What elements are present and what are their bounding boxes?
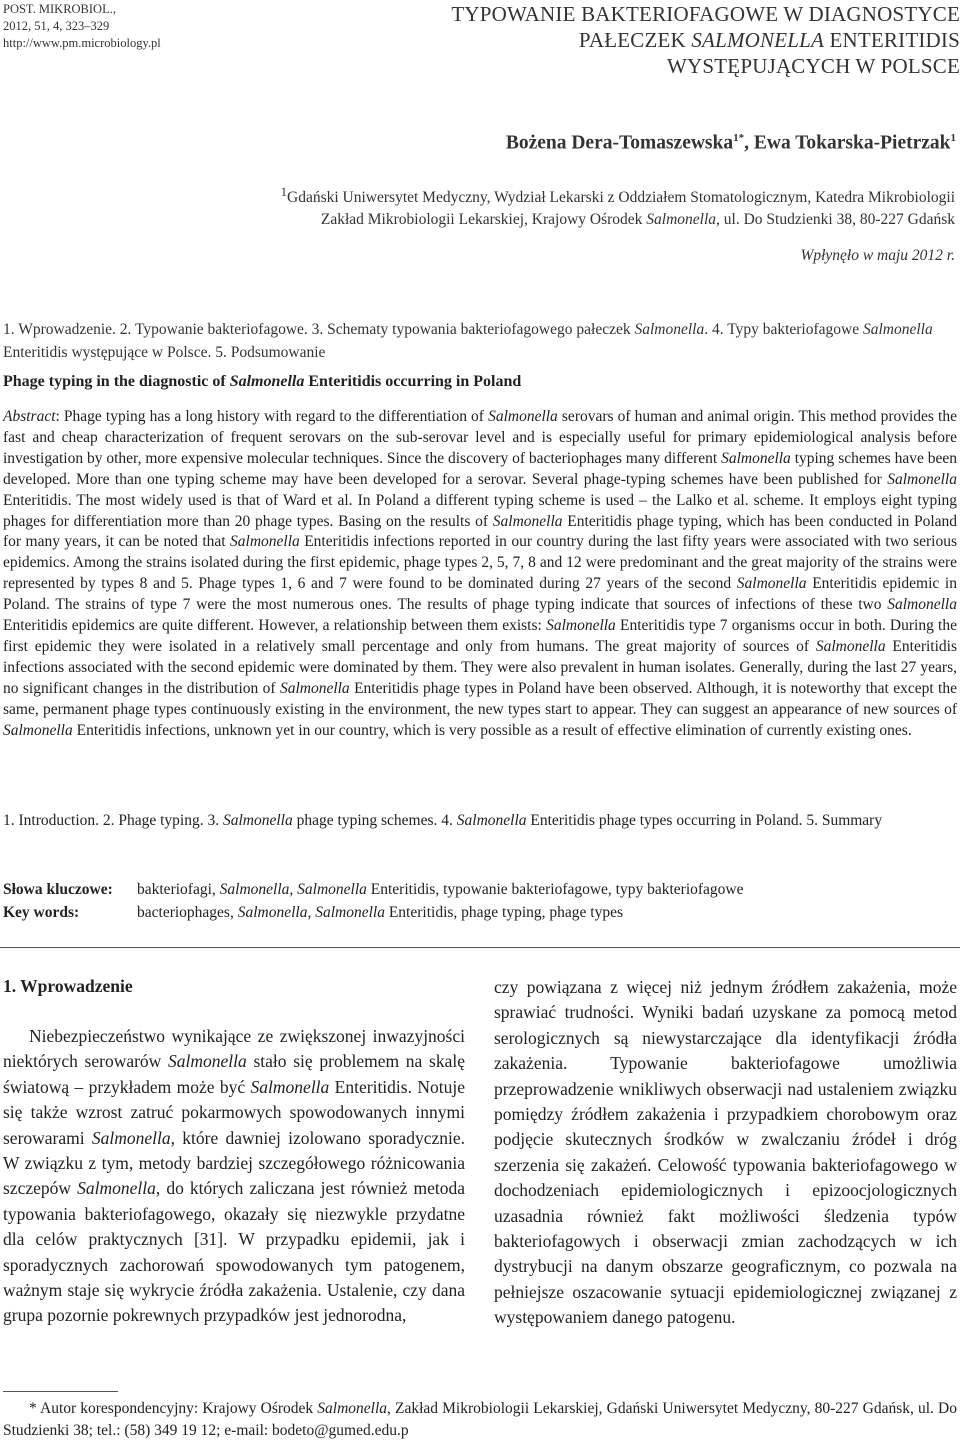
author-2: Ewa Tokarska-Pietrzak xyxy=(753,132,951,154)
toc-genus: Salmonella xyxy=(634,321,705,338)
keyword-genus: Salmonella xyxy=(219,881,290,898)
abstract-text: typing schemes have been developed. More than one typing scheme may have been developed for a serovar. Several phage-typing schemes have been published for xyxy=(3,449,958,488)
abstract-genus: Salmonella xyxy=(492,512,563,530)
abstract-genus: Salmonella xyxy=(230,533,300,551)
toc-text: Enteritidis występujące w Polsce. 5. Podsumowanie xyxy=(3,344,326,361)
section-heading: 1. Wprowadzenie xyxy=(3,976,133,996)
abstract-text: Enteritidis epidemics are quite different. However, a relationship between them exists: xyxy=(3,617,547,635)
toc-en-genus: Salmonella xyxy=(223,812,293,829)
keyword-text: bacteriophages, xyxy=(137,904,238,921)
author-2-affil-sup: 1 xyxy=(950,132,956,144)
affiliation xyxy=(200,181,955,231)
en-title-text: Phage typing in the diagnostic of xyxy=(3,373,230,390)
affiliation-line-1 xyxy=(200,181,955,209)
abstract-genus: Salmonella xyxy=(887,470,957,488)
body-text: Niebezpieczeństwo wynikające ze zwiększonej inwazyjności niektórych serowarów xyxy=(3,1026,465,1072)
affiliation-text: Gdański Uniwersytet Medyczny, Wydział Lekarski z Oddziałem Stomatologicznym, Katedra Mikrobiologii xyxy=(287,189,955,207)
keyword-genus: Salmonella xyxy=(297,881,367,898)
abstract-genus: Salmonella xyxy=(3,721,73,739)
abstract-genus: Salmonella xyxy=(546,617,616,635)
abstract-text: Enteritidis epidemic in Poland. The strains of type 7 were the most numerous ones. The results of phage typing indicate that sources of infections of these two xyxy=(3,575,957,614)
toc-text: . 4. Typy bakteriofagowe xyxy=(704,321,863,338)
abstract-text: serovars of human and animal origin. This method provides the fast and cheap characterization of frequent serovars on the sub-serovar level and is especially useful for primary epidemiological analysis before investigation by other, more expensive molecular techniques. Since the discovery of bacteriophages many different xyxy=(3,408,957,467)
keyword-text: Enteritidis, phage typing, phage types xyxy=(384,904,624,921)
keyword-text: , xyxy=(307,904,316,921)
abstract-genus: Salmonella xyxy=(279,679,350,697)
toc-en-genus: Salmonella xyxy=(456,812,527,829)
abstract-genus: Salmonella xyxy=(721,449,791,467)
abstract-text: Enteritidis phage types in Poland have been observed. Although, it is noteworthy that except the same, permanent phage types continuously existing in the environment, the new types start to appear. They can suggest an appearance of new sources of xyxy=(3,679,957,718)
affiliation-line-2 xyxy=(200,209,955,231)
author-1: Bożena Dera-Tomaszewska xyxy=(505,132,734,154)
abstract-text: : Phage typing has a long history with regard to the differentiation of xyxy=(55,408,489,425)
keywords-en-label: Key words: xyxy=(3,904,80,921)
keywords xyxy=(3,878,744,924)
title-text: PAŁECZEK xyxy=(578,28,692,52)
sup-number: 1 xyxy=(733,132,739,144)
contents-en xyxy=(3,810,957,832)
abstract-text: Enteritidis infections, unknown yet in our country, which is very possible as a result of effective elimination of currently existing ones. xyxy=(72,721,912,739)
body-text: Enteritidis. Notuje się także wzrost zatruć pokarmowych spowodowanych innymi serowarami xyxy=(3,1076,465,1148)
footnote xyxy=(3,1398,957,1442)
keyword-genus: Salmonella xyxy=(237,904,308,921)
author-1-affil-sup xyxy=(733,132,744,144)
toc-en-text: phage typing schemes. 4. xyxy=(292,812,457,829)
journal-url[interactable]: http://www.pm.microbiology.pl xyxy=(3,36,161,50)
abstract-genus: Salmonella xyxy=(488,408,558,425)
title-genus: SALMONELLA xyxy=(691,28,825,52)
body-genus: Salmonella xyxy=(168,1051,247,1072)
abstract-text: Enteritidis type 7 organisms occur in both. During the first epidemic they were isolated in a relatively small percentage and only from humans. The great majority of sources of xyxy=(3,617,957,655)
toc-genus: Salmonella xyxy=(862,321,933,338)
keywords-en xyxy=(3,901,744,924)
keyword-text: Enteritidis, typowanie bakteriofagowe, typy bakteriofagowe xyxy=(366,881,744,898)
english-title xyxy=(3,373,521,391)
article-title xyxy=(330,1,960,79)
body-column-left xyxy=(3,1024,465,1329)
footnote-text: * Autor korespondencyjny: Krajowy Ośrodek xyxy=(29,1400,318,1417)
journal-name: POST. MIKROBIOL., xyxy=(3,2,116,16)
keyword-text: , xyxy=(289,881,298,898)
received-date: Wpłynęło w maju 2012 r. xyxy=(800,247,955,264)
abstract-text: Enteritidis infections reported in our country during the last fifty years were associated with two serious epidemics. Among the strains isolated during the first epidemic, phage types 2, 5, 7, 8 and 12 were predominant and the great majority of the strains were represented by types 8 and 5. Phage types 1, 6 and 7 were found to be dominated during 27 years of the second xyxy=(3,533,957,593)
affiliation-text: , ul. Do Studzienki 38, 80-227 Gdańsk xyxy=(716,211,955,229)
abstract-label: Abstract xyxy=(3,408,56,425)
contents-pl xyxy=(3,318,957,364)
toc-en-text: 1. Introduction. 2. Phage typing. 3. xyxy=(3,812,223,829)
body-text: stało się problemem na skalę światową – przykładem może być xyxy=(3,1051,465,1097)
journal-volume: 2012, 51, 4, 323–329 xyxy=(3,19,110,33)
footnote-genus: Salmonella xyxy=(317,1400,388,1417)
title-text: ENTERITIDIS xyxy=(824,28,960,52)
body-text: , do których zaliczana jest również metoda typowania bakteriofagowego, okazały się niezwykle przydatne dla celów praktycznych [31]. W przypadku epidemii, jak i sporadycznych zachorowań spowodowanych tym patogenem, ważnym staje się wykrycie źródła zakażenia. Ustalenie, czy dana grupa pozornie pokrewnych przypadków jest jednorodna, xyxy=(3,1178,465,1326)
abstract-text: Enteritidis infections associated with the second epidemic were dominated by them. They were also prevalent in human isolates. Generally, during the last 27 years, no significant changes in the distribution of xyxy=(3,637,957,697)
abstract-genus: Salmonella xyxy=(887,596,957,614)
affiliation-genus: Salmonella xyxy=(646,211,717,229)
abstract-genus: Salmonella xyxy=(815,637,886,655)
footnote-text: , Zakład Mikrobiologii Lekarskiej, Gdański Uniwersytet Medyczny, 80-227 Gdańsk, ul. Do Studzienki 38; tel.: (58) 349 19 12; e-mail: bodeto@gumed.edu.p xyxy=(3,1400,957,1439)
keyword-genus: Salmonella xyxy=(315,904,385,921)
footnote-rule xyxy=(3,1391,118,1392)
body-column-right: czy powiązana z więcej niż jednym źródłem zakażenia, może sprawiać trudności. Wyniki badań uzyskane za pomocą metod serologicznych są niewystarczające dla identyfikacji źródła zakażenia. Typowanie bakteriofagowe umożliwia przeprowadzenie wnikliwych obserwacji nad ustaleniem związku pomiędzy źródłem zakażenia i przypadkiem chorobowym oraz podjęcie skutecznych środków w zwalczaniu źródeł i dróg szerzenia się zakażeń. Celowość typowania bakteriofagowego w dochodzeniach epidemiologicznych i epizoocjologicznych uzasadnia również fakt możliwości śledzenia typów bakteriofagowych i obserwacji zmian zachodzących w ich dystrybucji na danym obszarze geograficznym, co pozwala na pełniejsze oszacowanie sytuacji epidemiologicznej związanej z występowaniem danego patogenu. xyxy=(494,977,957,1328)
toc-text: 1. Wprowadzenie. 2. Typowanie bakteriofagowe. 3. Schematy typowania bakteriofagowego pałeczek xyxy=(3,321,635,338)
section-divider xyxy=(0,947,960,948)
en-title-genus: Salmonella xyxy=(229,373,305,390)
abstract-genus: Salmonella xyxy=(736,575,807,593)
en-title-text: Enteritidis occurring in Poland xyxy=(304,373,522,390)
abstract-text: Enteritidis phage typing, which has been conducted in Poland for many years, it can be noted that xyxy=(3,512,958,551)
body-genus: Salmonella xyxy=(91,1127,171,1148)
body-genus: Salmonella xyxy=(250,1076,330,1097)
author-separator: , xyxy=(744,132,754,154)
title-line-2 xyxy=(330,27,960,53)
corresponding-mark: * xyxy=(738,132,745,144)
keywords-pl xyxy=(3,878,744,901)
authors xyxy=(506,132,956,155)
affiliation-text: Zakład Mikrobiologii Lekarskiej, Krajowy Ośrodek xyxy=(320,211,647,229)
body-text: , które dawniej izolowano sporadycznie. W związku z tym, metody bardziej szczegółowego różnicowania szczepów xyxy=(3,1127,465,1199)
body-genus: Salmonella xyxy=(77,1178,156,1199)
keyword-text: bakteriofagi, xyxy=(137,881,220,898)
toc-en-text: Enteritidis phage types occurring in Poland. 5. Summary xyxy=(526,812,883,829)
journal-info xyxy=(3,1,161,52)
title-line-1: TYPOWANIE BAKTERIOFAGOWE W DIAGNOSTYCE xyxy=(451,2,960,26)
abstract-text: Enteritidis. The most widely used is that of Ward et al. In Poland a different typing scheme is used – the Lalko et al. scheme. It employs eight typing phages for differentiation more than 20 phage types. Basing on the results of xyxy=(3,491,957,530)
abstract xyxy=(3,407,957,742)
affiliation-sup: 1 xyxy=(280,184,288,199)
keywords-pl-label: Słowa kluczowe: xyxy=(3,881,113,898)
title-line-3: WYSTĘPUJĄCYCH W POLSCE xyxy=(667,54,960,78)
